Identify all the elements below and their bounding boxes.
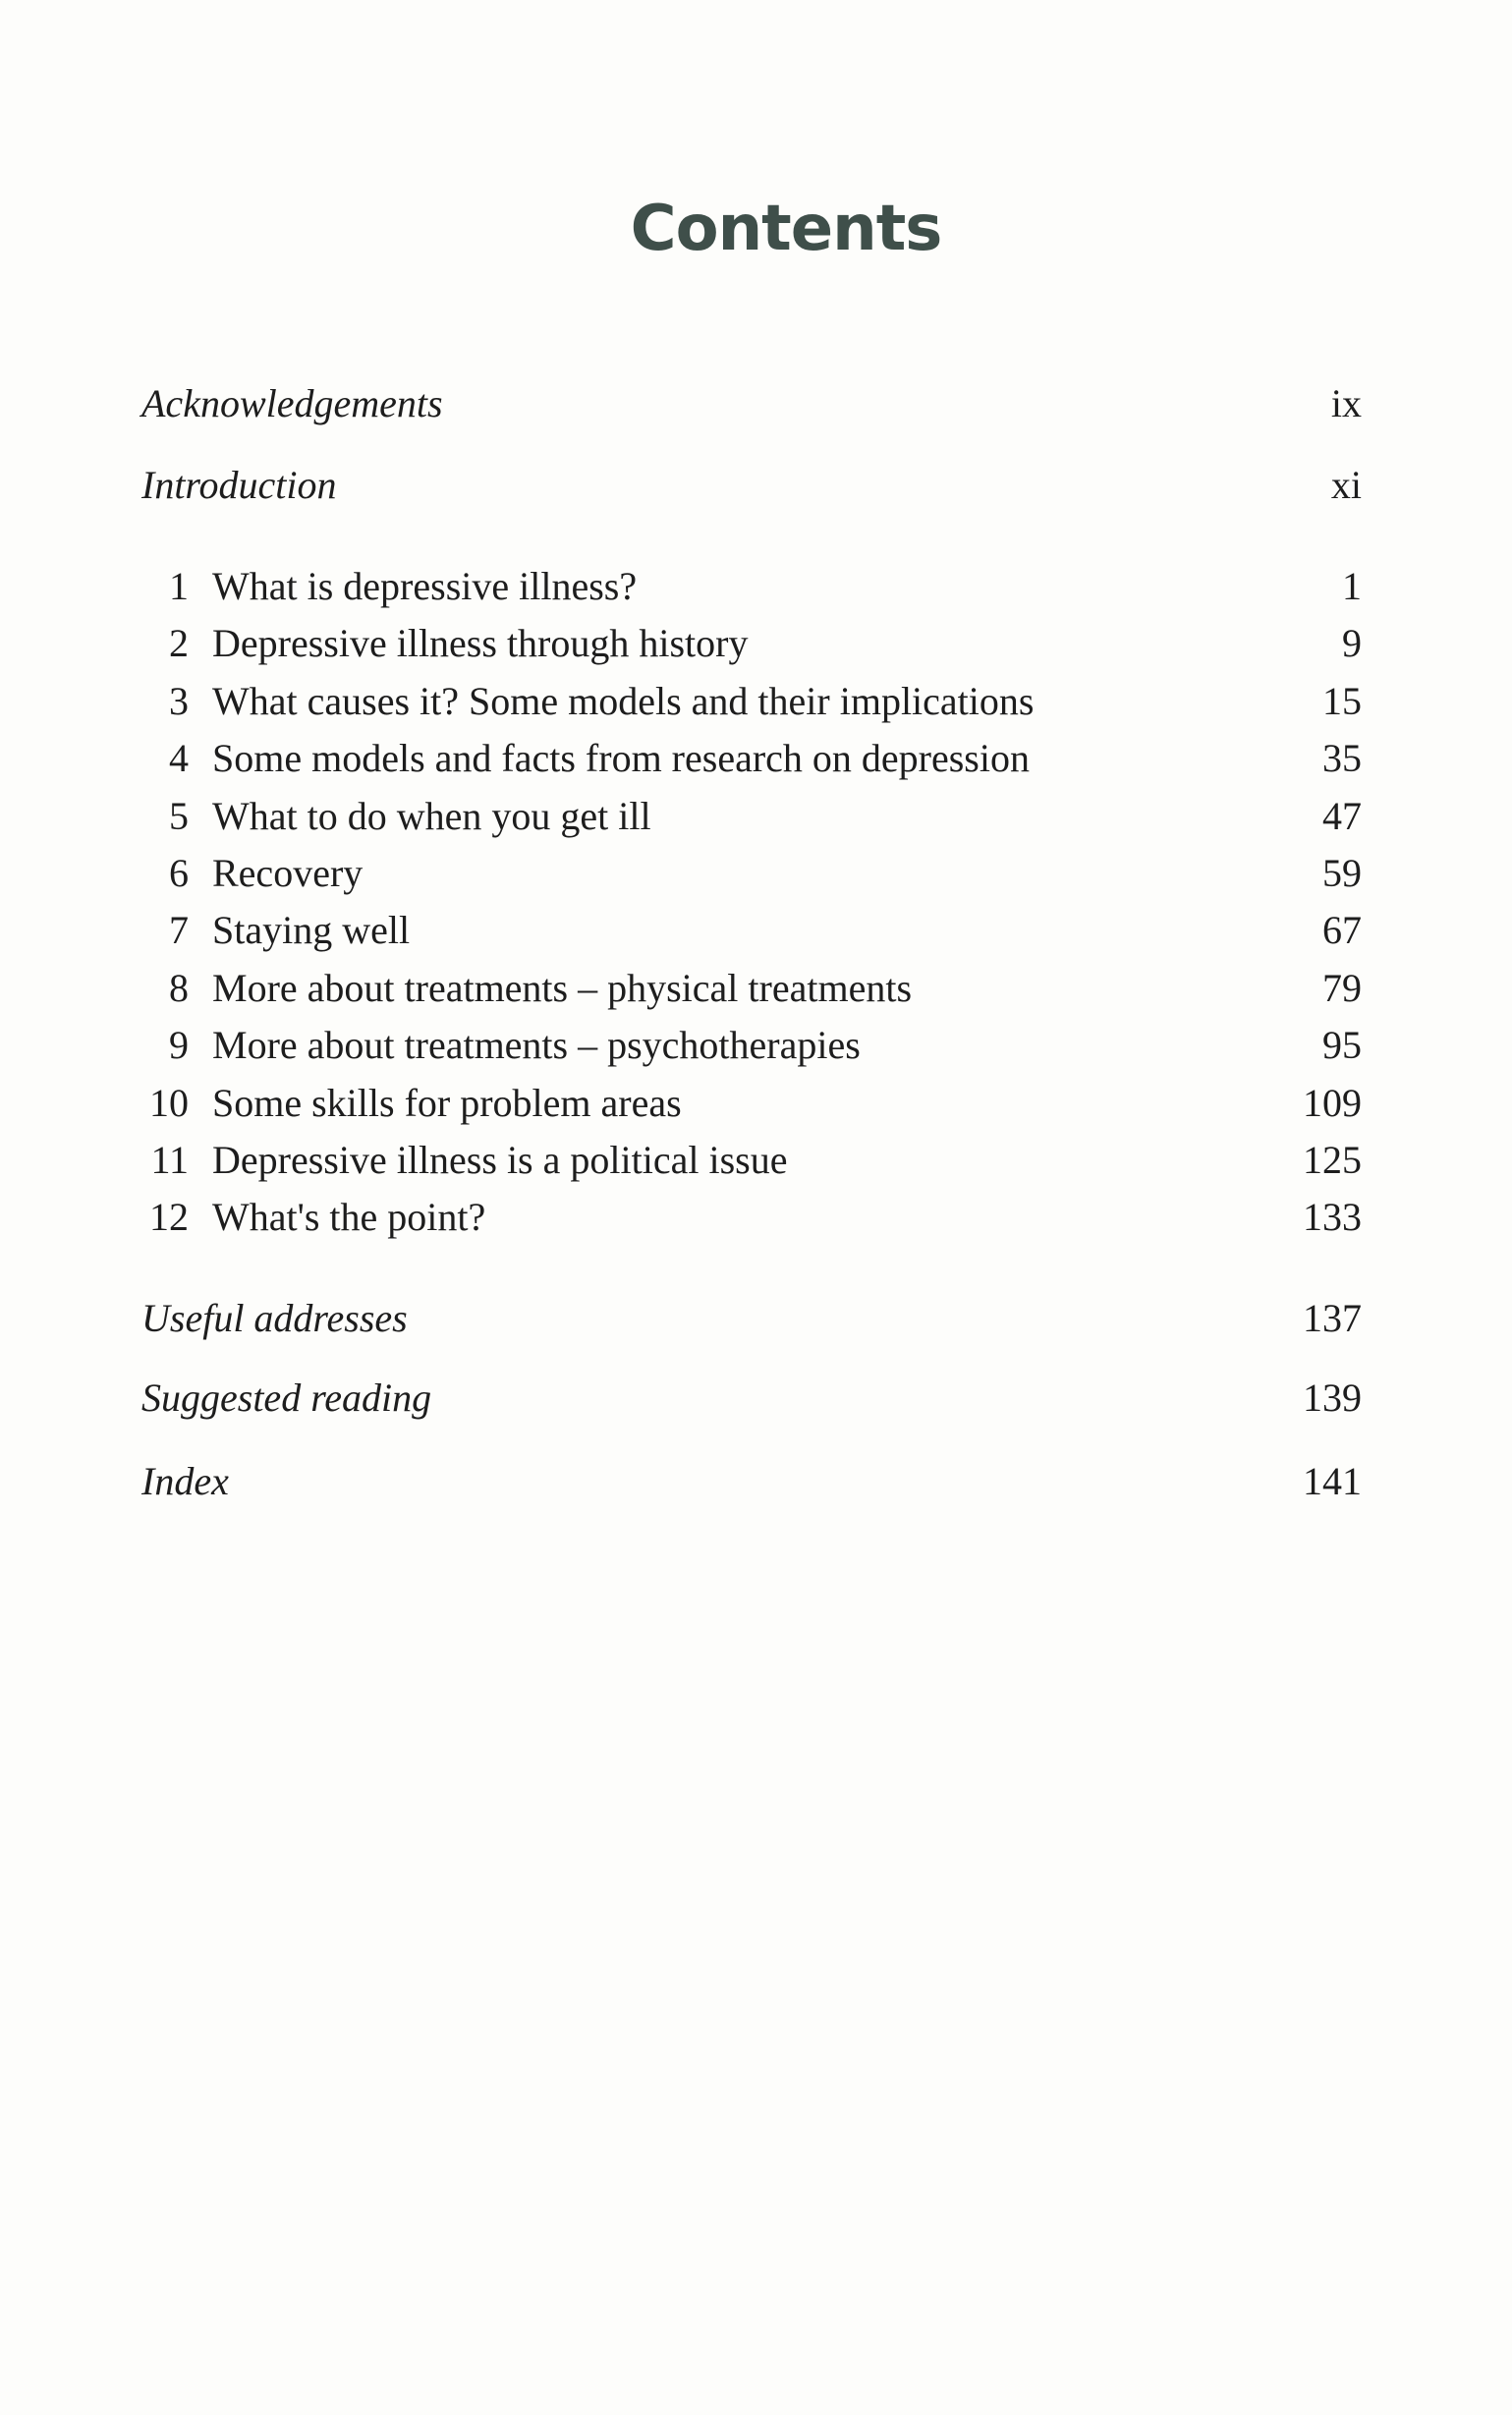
toc-entry[interactable] [141, 458, 1362, 513]
page-number: 125 [1303, 1138, 1362, 1182]
page-number: 109 [1303, 1080, 1362, 1125]
entry-title: Index [141, 1459, 229, 1503]
chapter-number: 2 [169, 621, 189, 666]
entry-title: Useful addresses [141, 1296, 408, 1340]
chapter-title: What's the point? [212, 1195, 486, 1240]
chapter-number: 9 [169, 1023, 189, 1068]
page-number: 47 [1322, 793, 1362, 838]
page-number: 9 [1342, 621, 1362, 666]
page-number: 139 [1303, 1376, 1362, 1420]
toc-chapter-entry[interactable] [141, 731, 1362, 786]
toc-entry[interactable] [141, 1454, 1362, 1509]
page-number: 141 [1303, 1459, 1362, 1503]
chapter-title: Staying well [212, 908, 411, 953]
chapter-title: Depressive illness is a political issue [212, 1138, 788, 1182]
chapter-number: 8 [169, 965, 189, 1010]
chapter-title: What causes it? Some models and their implications [212, 678, 1035, 723]
page-number: 15 [1322, 678, 1362, 723]
chapter-title: More about treatments – physical treatments [212, 965, 913, 1010]
toc-chapter-entry[interactable] [141, 616, 1362, 671]
toc-chapter-entry[interactable] [141, 1190, 1362, 1245]
page-number: ix [1330, 381, 1362, 425]
page-number: 59 [1322, 851, 1362, 895]
chapter-title: What is depressive illness? [212, 564, 638, 608]
page-number: 1 [1342, 564, 1362, 608]
toc-chapter-entry[interactable] [141, 1133, 1362, 1188]
page-number: 137 [1303, 1296, 1362, 1340]
page-number: 133 [1303, 1195, 1362, 1240]
chapter-title: Some skills for problem areas [212, 1080, 682, 1125]
page-number: xi [1330, 463, 1362, 507]
chapter-number: 11 [150, 1138, 189, 1182]
page-number: 35 [1322, 736, 1362, 781]
toc-entry[interactable] [141, 376, 1362, 431]
toc-chapter-entry[interactable] [141, 1076, 1362, 1131]
toc-chapter-entry[interactable] [141, 961, 1362, 1016]
chapter-title: What to do when you get ill [212, 793, 651, 838]
chapter-number: 4 [169, 736, 189, 781]
chapter-number: 7 [169, 908, 189, 953]
page-number: 79 [1322, 965, 1362, 1010]
chapter-title: Recovery [212, 851, 364, 895]
toc-chapter-entry[interactable] [141, 846, 1362, 901]
entry-title: Acknowledgements [141, 381, 443, 425]
entry-title: Introduction [141, 463, 337, 507]
chapter-number: 5 [169, 793, 189, 838]
page-title: Contents [630, 193, 942, 265]
chapter-title: Some models and facts from research on depression [212, 736, 1030, 781]
toc-chapter-entry[interactable] [141, 1018, 1362, 1073]
page-number: 95 [1322, 1023, 1362, 1068]
toc-chapter-entry[interactable] [141, 674, 1362, 729]
chapter-number: 6 [169, 851, 189, 895]
toc-chapter-entry[interactable] [141, 559, 1362, 614]
chapter-number: 1 [169, 564, 189, 608]
chapter-title: Depressive illness through history [212, 621, 749, 666]
toc-chapter-entry[interactable] [141, 789, 1362, 844]
toc-entry[interactable] [141, 1291, 1362, 1346]
toc-chapter-entry[interactable] [141, 903, 1362, 958]
chapter-title: More about treatments – psychotherapies [212, 1023, 861, 1068]
chapter-number: 12 [149, 1195, 189, 1240]
entry-title: Suggested reading [141, 1376, 432, 1420]
chapter-number: 10 [149, 1080, 189, 1125]
toc-entry[interactable] [141, 1371, 1362, 1426]
page-number: 67 [1322, 908, 1362, 953]
chapter-number: 3 [169, 678, 189, 723]
